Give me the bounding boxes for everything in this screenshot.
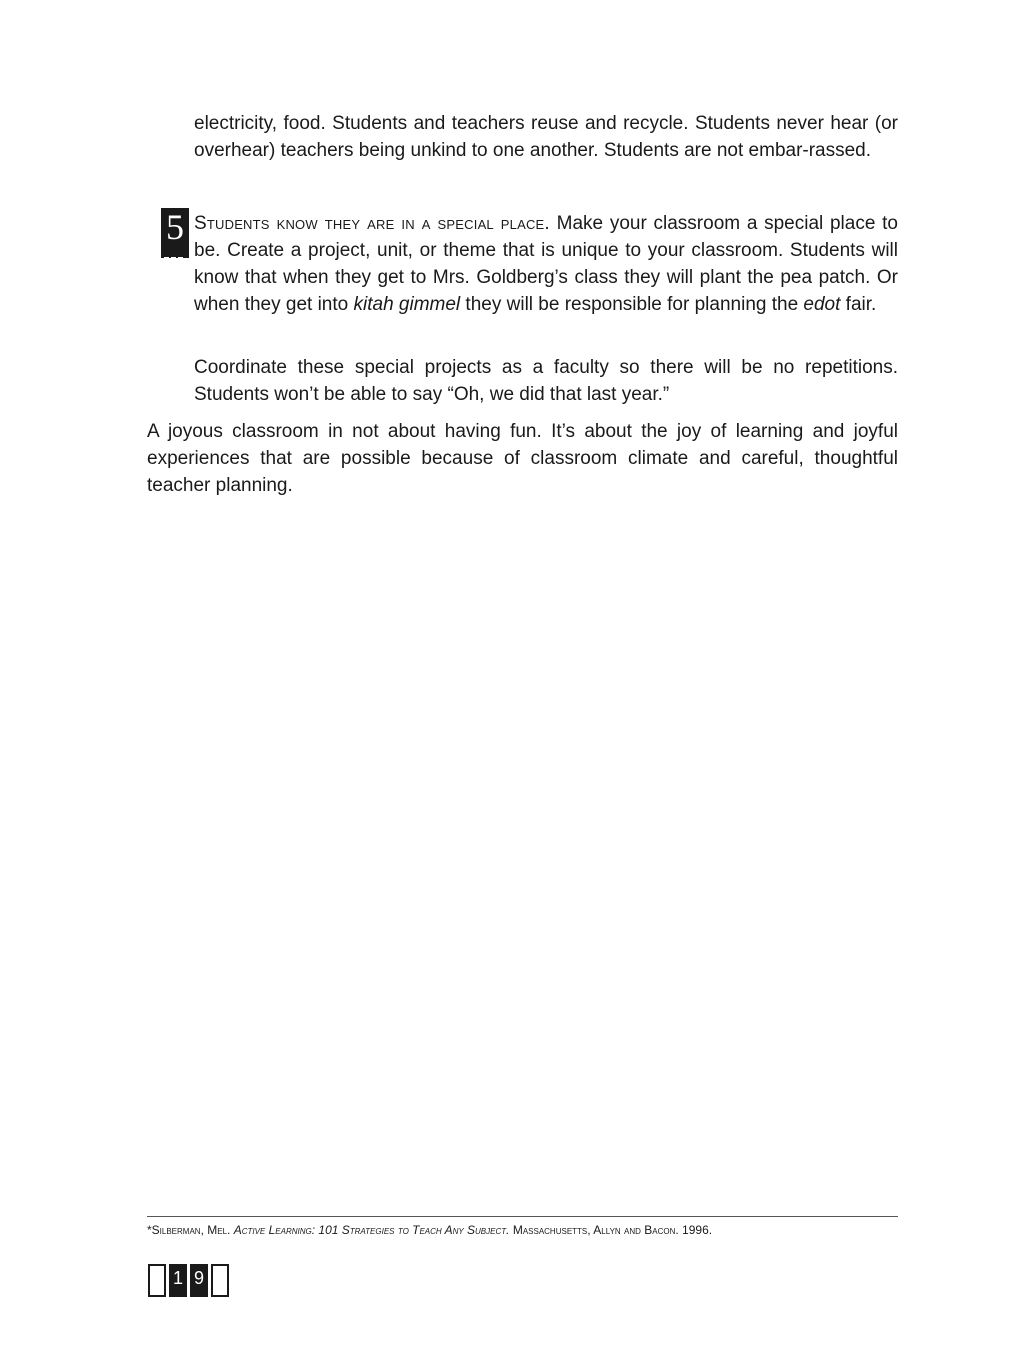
page-number-ornament-icon — [211, 1264, 229, 1297]
coordinate-paragraph: Coordinate these special projects as a faculty so there will be no repetitions. Students won’t be able to say “Oh, we did that last year.” — [194, 357, 898, 405]
item-number: 5 — [166, 207, 184, 247]
item-5-paragraph — [194, 210, 898, 318]
item-5-text: fair. — [840, 294, 877, 315]
item-5-italic-term: edot — [803, 294, 841, 315]
footnote-author: *Silberman, Mel. — [147, 1223, 234, 1237]
footnote-publisher: Massachusetts, Allyn and Bacon. 1996. — [509, 1223, 713, 1237]
page-number-digit: 9 — [190, 1264, 208, 1297]
item-5-heading: Students know they are in a special place. — [194, 213, 550, 234]
item-5-text: they will be responsible for planning the — [460, 294, 804, 315]
item-5-italic-term: kitah gimmel — [353, 294, 461, 315]
footnote — [147, 1222, 898, 1238]
page-number — [148, 1264, 229, 1297]
footnote-title: Active Learning: 101 Strategies to Teach Any Subject. — [233, 1223, 510, 1237]
item-5-text: Make your classroom a special place to be. Create a project, unit, or theme that is unique to your classroom. Students will know that when they get to Mrs. Goldberg’s class they will plant the pea patch. Or when they get into — [194, 213, 898, 315]
footnote-divider — [147, 1216, 898, 1217]
badge-dots-icon — [164, 249, 186, 254]
continuation-paragraph: electricity, food. Students and teachers reuse and recycle. Students never hear (or overhear) teachers being unkind to one another. Students are not embar-rassed. — [194, 113, 898, 161]
closing-paragraph: A joyous classroom in not about having fun. It’s about the joy of learning and joyful experiences that are possible because of classroom climate and careful, thoughtful teacher planning. — [147, 421, 898, 496]
item-number-badge — [161, 208, 189, 258]
page-number-digit: 1 — [169, 1264, 187, 1297]
page-number-ornament-icon — [148, 1264, 166, 1297]
